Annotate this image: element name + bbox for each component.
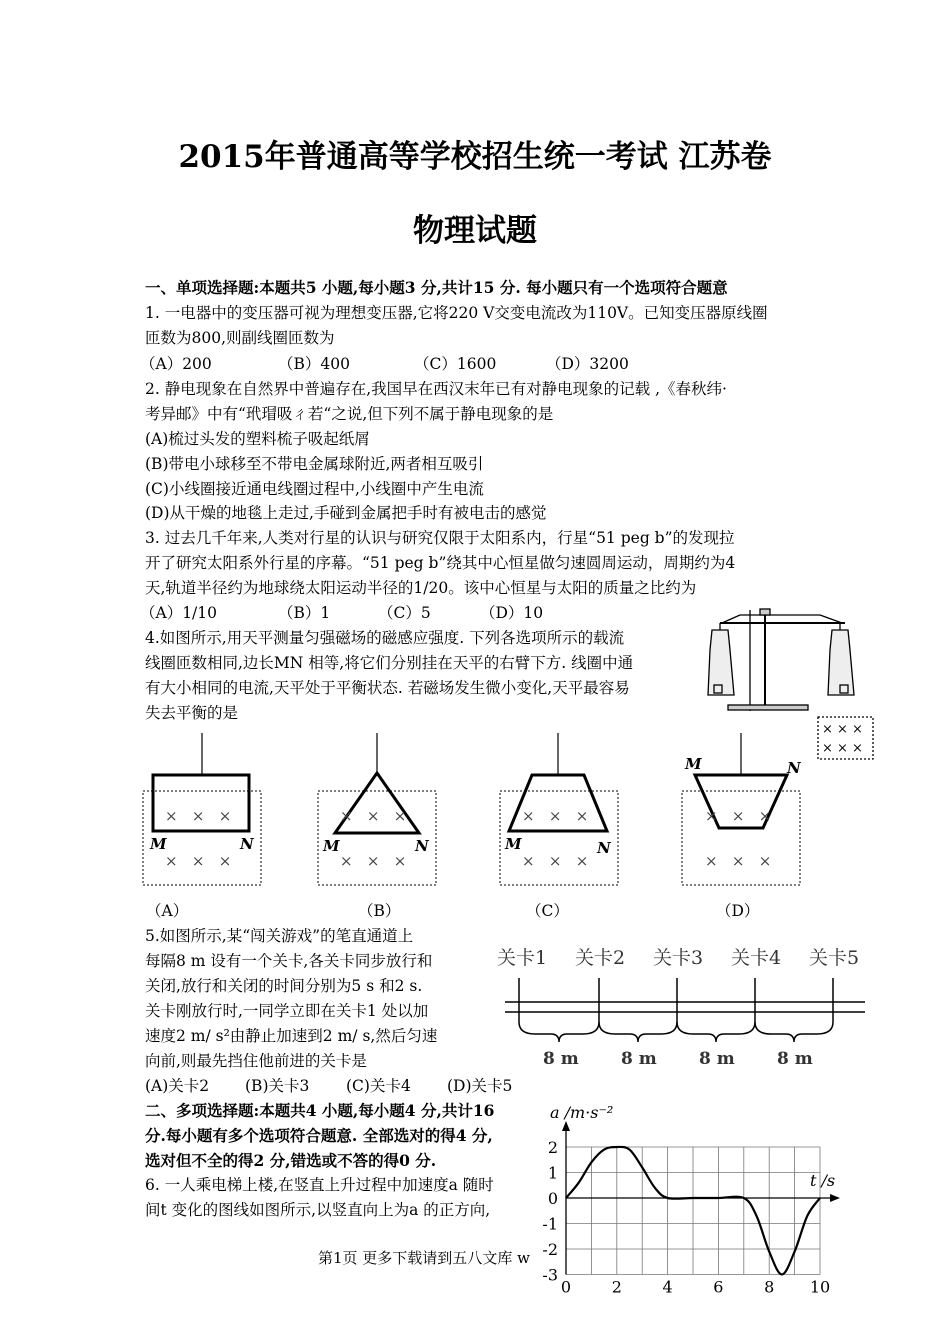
q2-option-d: (D)从干燥的地毯上走过,手碰到金属把手时有被电击的感觉 [145, 504, 547, 522]
q5-line-5: 速度2 m/ s²由静止加速到2 m/ s,然后匀速 [145, 1027, 438, 1045]
q4-line-2: 线圈匝数相同,边长MN 相等,将它们分别挂在天平的右臂下方. 线圈中通 [145, 654, 634, 672]
q1-option-a: （A）200 [140, 355, 212, 373]
x-tick-label: 6 [713, 1277, 724, 1297]
q3-option-a: （A）1/10 [140, 604, 218, 622]
q1-line-2: 匝数为800,则副线圈匝数为 [145, 329, 335, 347]
coil-c-label-m: M [505, 835, 522, 853]
coil-b-field-mark-row2: × × × [340, 852, 407, 870]
coil-b-field-mark-row1: × × × [340, 807, 407, 825]
q2-option-c: (C)小线圈接近通电线圈过程中,小线圈中产生电流 [145, 480, 484, 498]
q4-line-3: 有大小相同的电流,天平处于平衡状态. 若磁场发生微小变化,天平最容易 [145, 679, 630, 697]
q1-option-c: （C）1600 [414, 355, 497, 373]
coil-b-label-n: N [415, 837, 429, 855]
q3-line-2: 开了研究太阳系外行星的序幕。“51 peg b”绕其中心恒星做匀速圆周运动，周期约为4 [145, 554, 736, 572]
coil-label-d: （D） [716, 902, 760, 920]
q5-option-a: (A)关卡2 [145, 1077, 210, 1095]
y-tick-label: 2 [547, 1138, 558, 1157]
spacing-label-4: 8 m [777, 1049, 813, 1069]
gate-label-5: 关卡5 [809, 947, 860, 969]
q3-option-d: （D）10 [480, 604, 544, 622]
q5-option-c: (C)关卡4 [346, 1077, 411, 1095]
y-axis-arrow [562, 1121, 570, 1131]
spacing-label-2: 8 m [621, 1049, 657, 1069]
coil-b-label-m: M [323, 837, 340, 855]
page-footer: 第1页 更多下载请到五八文库 w [318, 1249, 530, 1267]
y-axis-label: a /m·s⁻² [550, 1103, 614, 1122]
q3-line-1: 3. 过去几千年来,人类对行星的认识与研究仅限于太阳系内，行星“51 peg b”的发现拉 [145, 529, 735, 547]
section2-heading-line-3: 选对但不全的得2 分,错选或不答的得0 分. [145, 1151, 437, 1170]
section1-heading: 一、单项选择题:本题共5 小题,每小题3 分,共计15 分. 每小题只有一个选项符合题意 [145, 278, 728, 297]
q2-line-1: 2. 静电现象在自然界中普遍存在,我国早在西汉末年已有对静电现象的记载 ,《春秋纬· [145, 380, 727, 398]
balance-field-mark-row1: × × × [822, 722, 863, 737]
q5-option-d: (D)关卡5 [447, 1077, 513, 1095]
gate-label-2: 关卡2 [575, 947, 626, 969]
y-tick-label: -2 [542, 1240, 558, 1259]
coil-a-field-mark-row2: × × × [165, 852, 232, 870]
q4-line-1: 4.如图所示,用天平测量匀强磁场的磁感应强度. 下列各选项所示的载流 [145, 629, 625, 647]
q5-line-1: 5.如图所示,某“闯关游戏”的笔直通道上 [145, 927, 414, 945]
q3-line-3: 天,轨道半径约为地球绕太阳运动半径的1/20。该中心恒星与太阳的质量之比约为 [145, 579, 697, 597]
y-tick-label: 1 [547, 1163, 558, 1183]
y-tick-label: -3 [542, 1265, 558, 1285]
q5-option-b: (B)关卡3 [245, 1077, 310, 1095]
x-tick-label: 0 [560, 1277, 572, 1297]
q6-line-1: 6. 一人乘电梯上楼,在竖直上升过程中加速度a 随时 [145, 1176, 494, 1194]
x-tick-label: 4 [662, 1277, 673, 1297]
coil-c-field-mark-row1: × × × [522, 807, 589, 825]
spacing-label-1: 8 m [543, 1049, 579, 1069]
page-subtitle: 物理试题 [413, 213, 537, 249]
q5-line-6: 向前,则最先挡住他前进的关卡是 [145, 1052, 367, 1070]
x-axis-arrow [830, 1194, 840, 1202]
gates-figure [495, 940, 870, 1075]
page-title: 2015年普通高等学校招生统一考试 江苏卷 [178, 139, 772, 175]
q5-line-4: 关卡刚放行时,一同学立即在关卡1 处以加 [145, 1002, 429, 1020]
coil-d-field-mark-row2: × × × [705, 852, 772, 870]
coil-d-label-m: M [685, 755, 702, 773]
spacing-label-3: 8 m [699, 1049, 735, 1069]
coil-label-b: （B） [358, 902, 401, 920]
coil-c-field-mark-row2: × × × [522, 852, 589, 870]
coil-label-a: （A） [146, 902, 189, 920]
q5-line-3: 关闭,放行和关闭的时间分别为5 s 和2 s. [145, 977, 423, 995]
gate-label-4: 关卡4 [731, 947, 782, 969]
balance-field-mark-row2: × × × [822, 741, 863, 756]
coil-c-label-n: N [597, 839, 611, 857]
section2-heading-line-2: 分.每小题有多个选项符合题意. 全部选对的得4 分, [145, 1126, 493, 1145]
section2-heading-line-1: 二、多项选择题:本题共4 小题,每小题4 分,共计16 [145, 1101, 495, 1120]
x-axis-label: t /s [810, 1171, 836, 1190]
q1-line-1: 1. 一电器中的变压器可视为理想变压器,它将220 V交变电流改为110V。已知变压器原线圈 [145, 304, 768, 322]
coil-a-label-n: N [240, 835, 254, 853]
x-tick-label: 8 [764, 1277, 775, 1297]
acceleration-time-chart [520, 1100, 865, 1300]
q3-option-c: （C）5 [378, 604, 431, 622]
q2-line-2: 考异邮》中有“玳瑁吸ㄔ若“之说,但下列不属于静电现象的是 [145, 405, 554, 423]
coil-d-label-n: N [787, 759, 801, 777]
q6-line-2: 间t 变化的图线如图所示,以竖直向上为a 的正方向, [145, 1201, 491, 1219]
coil-d-field-mark-row1: × × × [705, 807, 772, 825]
q1-option-d: （D）3200 [546, 355, 629, 373]
coil-figures [135, 725, 815, 895]
coil-a-label-m: M [150, 835, 167, 853]
gate-label-3: 关卡3 [653, 947, 704, 969]
q2-option-b: (B)带电小球移至不带电金属球附近,两者相互吸引 [145, 455, 484, 473]
q5-line-2: 每隔8 m 设有一个关卡,各关卡同步放行和 [145, 952, 433, 970]
q4-line-4: 失去平衡的是 [145, 704, 239, 722]
coil-label-c: （C） [526, 902, 569, 920]
q2-option-a: (A)梳过头发的塑料梳子吸起纸屑 [145, 430, 370, 448]
x-tick-label: 10 [809, 1277, 831, 1297]
y-tick-label: 0 [547, 1189, 558, 1208]
q3-option-b: （B）1 [278, 604, 331, 622]
x-tick-label: 2 [611, 1277, 622, 1297]
coil-a-field-mark-row1: × × × [165, 807, 232, 825]
gate-label-1: 关卡1 [497, 947, 548, 969]
q1-option-b: （B）400 [278, 355, 350, 373]
y-tick-label: -1 [542, 1214, 558, 1234]
